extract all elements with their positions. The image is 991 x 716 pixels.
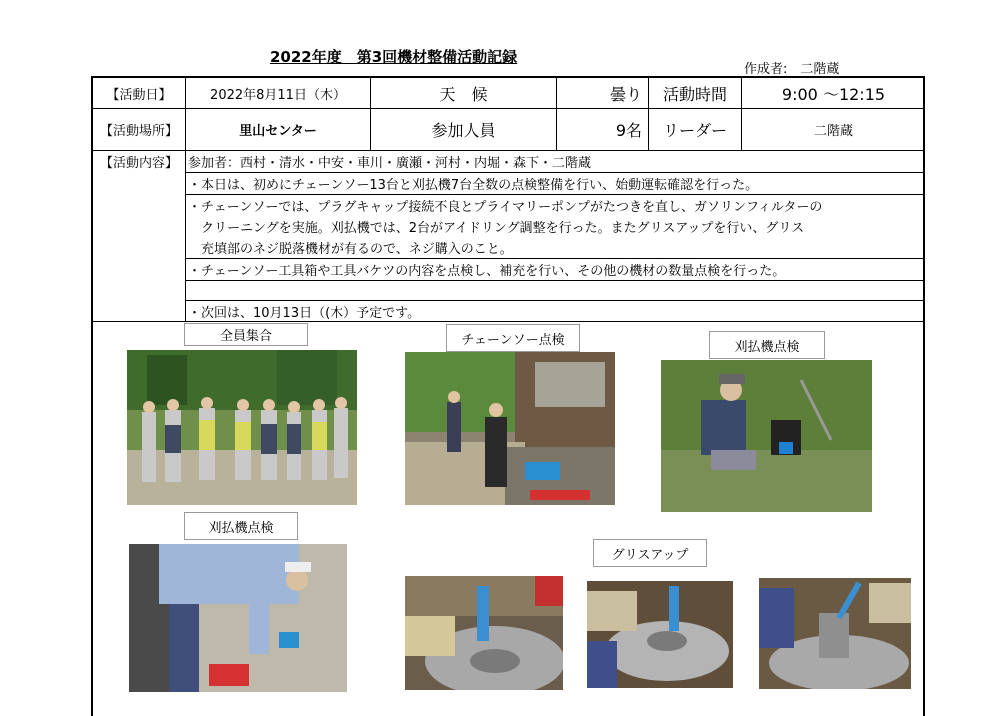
- photo-caption: 全員集合: [184, 323, 308, 346]
- group-photo: [127, 350, 357, 505]
- grease-photo-3: [759, 578, 911, 689]
- content-line: ・本日は、初めにチェーンソー13台と刈払機7台全数の点検整備を行い、始動運転確認を行った。: [188, 178, 759, 193]
- members-value: 9名: [615, 121, 642, 140]
- date-label: 【活動日】: [106, 87, 172, 103]
- photo-caption: 刈払機点検: [709, 331, 825, 359]
- place-value: 里山センター: [239, 124, 317, 139]
- chainsaw-photo: [405, 352, 615, 505]
- author-label: 作成者: 二階蔵: [744, 62, 840, 77]
- grease-photo-2: [587, 581, 733, 688]
- leader-value: 二階蔵: [813, 124, 853, 139]
- date-value: 2022年8月11日（木）: [210, 87, 346, 103]
- time-label: 活動時間: [662, 84, 727, 104]
- brushcutter-photo-2: [129, 544, 347, 692]
- content-line: [188, 281, 924, 300]
- members-label: 参加人員: [431, 121, 496, 140]
- content-label: 【活動内容】: [99, 156, 178, 171]
- brushcutter-photo-1: [661, 360, 872, 512]
- content-line: 参加者：西村・清水・中安・車川・廣瀬・河村・内堀・森下・二階蔵: [188, 156, 592, 171]
- time-value: 9:00 ～12:15: [781, 84, 886, 104]
- photo-caption: チェーンソー点検: [446, 324, 580, 352]
- weather-label: 天 候: [439, 84, 488, 104]
- content-line: ・次回は、10月13日（(木）予定です。: [188, 305, 421, 321]
- content-line: クリーニングを実施。刈払機では、2台がアイドリング調整を行った。またグリスアップを行い、グリス: [188, 221, 805, 236]
- content-line: ・チェーンソー工具箱や工具バケツの内容を点検し、補充を行い、その他の機材の数量点検を行った。: [188, 264, 786, 279]
- place-label: 【活動場所】: [99, 124, 178, 139]
- page-title: 2022年度 第3回機材整備活動記録: [270, 48, 518, 66]
- photo-caption: グリスアップ: [593, 539, 707, 567]
- photo-caption: 刈払機点検: [184, 512, 298, 540]
- row-divider: [93, 321, 925, 322]
- leader-label: リーダー: [662, 121, 727, 140]
- content-line: 充填部のネジ脱落機材が有るので、ネジ購入のこと。: [188, 242, 513, 257]
- grease-photo-1: [405, 576, 563, 690]
- content-line: ・チェーンソーでは、プラグキャップ接続不良とプライマリーポンプがたつきを直し、ガソリンフィルターの: [188, 200, 823, 215]
- weather-value: 曇り: [609, 84, 642, 104]
